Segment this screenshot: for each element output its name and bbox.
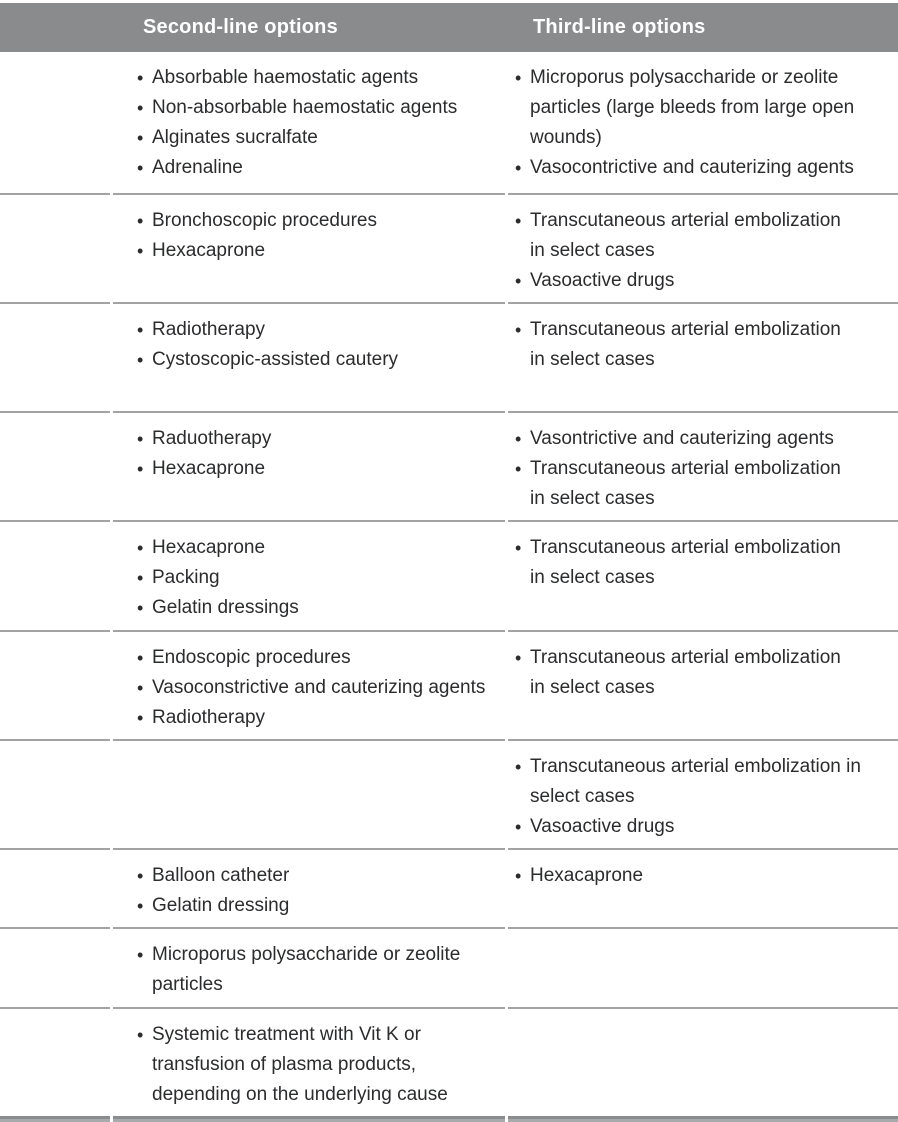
- list-item-text: Vasocontrictive and cauterizing agents: [530, 157, 854, 178]
- bullet-icon: •: [515, 866, 522, 886]
- cell-row-label: [0, 52, 110, 193]
- list-item-text: Vasoconstrictive and cauterizing agents: [152, 677, 486, 698]
- list-item: [113, 93, 505, 123]
- table-header-row: [0, 3, 898, 52]
- list-item: [113, 63, 505, 93]
- cell-second-line-options: [113, 193, 505, 302]
- bullet-icon: •: [515, 320, 522, 340]
- list-item-text: Non-absorbable haemostatic agents: [152, 97, 458, 118]
- list-item-text: Transcutaneous arterial embolization in select cases: [530, 537, 841, 588]
- list-item: [113, 673, 505, 703]
- cell-second-line-options: [113, 52, 505, 193]
- list-item: [508, 266, 898, 296]
- list-item-text: Radiotherapy: [152, 707, 266, 728]
- bullet-icon: •: [137, 98, 144, 118]
- list-item: [113, 424, 505, 454]
- list-item: [113, 123, 505, 153]
- cell-row-label: [0, 927, 110, 1007]
- cell-third-line-options: [508, 411, 898, 520]
- table-row: [0, 739, 898, 848]
- list-item: [508, 153, 898, 183]
- list-item-text: Hexacaprone: [152, 537, 266, 558]
- bullet-icon: •: [515, 757, 522, 777]
- list-item: [113, 345, 505, 375]
- cell-second-line-options: [113, 302, 505, 411]
- cell-row-label: [0, 630, 110, 739]
- list-item-text: Cystoscopic-assisted cautery: [152, 349, 399, 370]
- list-item-text: Gelatin dressings: [152, 597, 299, 618]
- cell-third-line-options: [508, 52, 898, 193]
- list-item: [113, 153, 505, 183]
- list-item-text: Systemic treatment with Vit K or transfusion of plasma products, depending on the underlying cause: [152, 1024, 448, 1105]
- list-item: [508, 812, 898, 842]
- list-item-text: Vasoactive drugs: [530, 816, 675, 837]
- options-list: [508, 752, 898, 842]
- bullet-icon: •: [137, 568, 144, 588]
- bullet-icon: •: [137, 350, 144, 370]
- list-item: [508, 752, 898, 812]
- list-item: [113, 593, 505, 623]
- table-row: [0, 411, 898, 520]
- list-item-text: Balloon catheter: [152, 865, 290, 886]
- cell-third-line-options: [508, 848, 898, 927]
- cell-third-line-options: [508, 630, 898, 739]
- list-item-text: Hexacaprone: [530, 865, 644, 886]
- header-cell-second-line: [110, 16, 502, 39]
- list-item: [113, 1020, 505, 1110]
- bullet-icon: •: [515, 648, 522, 668]
- list-item-text: Transcutaneous arterial embolization in select cases: [530, 756, 861, 807]
- cell-third-line-options: [508, 1007, 898, 1116]
- options-list: [113, 533, 505, 623]
- list-item-text: Endoscopic procedures: [152, 647, 351, 668]
- treatment-options-table: [0, 3, 898, 1122]
- options-list: [113, 643, 505, 733]
- bullet-icon: •: [515, 817, 522, 837]
- cell-second-line-options: [113, 1007, 505, 1116]
- cell-third-line-options: [508, 520, 898, 630]
- bullet-icon: •: [515, 211, 522, 231]
- list-item-text: Packing: [152, 567, 220, 588]
- options-list: [113, 940, 505, 1000]
- list-item-text: Transcutaneous arterial embolization in select cases: [530, 647, 841, 698]
- options-list: [508, 424, 898, 514]
- list-item-text: Vasontrictive and cauterizing agents: [530, 428, 834, 449]
- table-row: [0, 302, 898, 411]
- bullet-icon: •: [137, 158, 144, 178]
- list-item-text: Transcutaneous arterial embolization in select cases: [530, 210, 841, 261]
- list-item-text: Absorbable haemostatic agents: [152, 67, 419, 88]
- table-row: [0, 630, 898, 739]
- cell-row-label: [0, 411, 110, 520]
- list-item-text: Transcutaneous arterial embolization in select cases: [530, 458, 841, 509]
- cell-second-line-options: [113, 848, 505, 927]
- bottom-border-segment: [508, 1116, 898, 1122]
- list-item-text: Microporus polysaccharide or zeolite particles (large bleeds from large open wounds): [530, 67, 855, 148]
- bullet-icon: •: [137, 320, 144, 340]
- bullet-icon: •: [515, 429, 522, 449]
- options-list: [508, 533, 898, 593]
- list-item-text: Vasoactive drugs: [530, 270, 675, 291]
- table-body: [0, 52, 898, 1116]
- list-item-text: Alginates sucralfate: [152, 127, 318, 148]
- options-list: [508, 643, 898, 703]
- cell-second-line-options: [113, 520, 505, 630]
- list-item: [113, 861, 505, 891]
- bullet-icon: •: [137, 708, 144, 728]
- bullet-icon: •: [137, 128, 144, 148]
- cell-row-label: [0, 520, 110, 630]
- table-bottom-border: [0, 1116, 898, 1122]
- bullet-icon: •: [137, 866, 144, 886]
- list-item-text: Adrenaline: [152, 157, 243, 178]
- bullet-icon: •: [137, 648, 144, 668]
- list-item-text: Hexacaprone: [152, 458, 266, 479]
- bottom-border-segment: [113, 1116, 505, 1122]
- table-row: [0, 193, 898, 302]
- bullet-icon: •: [137, 68, 144, 88]
- cell-third-line-options: [508, 739, 898, 848]
- table-row: [0, 520, 898, 630]
- list-item: [113, 454, 505, 484]
- options-list: [113, 63, 505, 183]
- bullet-icon: •: [515, 271, 522, 291]
- bullet-icon: •: [515, 68, 522, 88]
- table-row: [0, 927, 898, 1007]
- cell-row-label: [0, 193, 110, 302]
- options-list: [113, 315, 505, 375]
- list-item: [113, 206, 505, 236]
- bullet-icon: •: [137, 459, 144, 479]
- cell-second-line-options: [113, 739, 505, 848]
- table-row: [0, 848, 898, 927]
- options-list: [113, 861, 505, 921]
- bullet-icon: •: [515, 538, 522, 558]
- list-item: [113, 891, 505, 921]
- bullet-icon: •: [137, 598, 144, 618]
- list-item-text: Radiotherapy: [152, 319, 266, 340]
- bullet-icon: •: [137, 896, 144, 916]
- list-item: [113, 703, 505, 733]
- table-row: [0, 1007, 898, 1116]
- list-item-text: Microporus polysaccharide or zeolite particles: [152, 944, 461, 995]
- list-item: [508, 861, 898, 891]
- options-list: [508, 206, 898, 296]
- cell-third-line-options: [508, 927, 898, 1007]
- options-list: [508, 63, 898, 183]
- bullet-icon: •: [137, 211, 144, 231]
- cell-row-label: [0, 739, 110, 848]
- bullet-icon: •: [137, 945, 144, 965]
- cell-row-label: [0, 1007, 110, 1116]
- list-item: [113, 563, 505, 593]
- list-item: [508, 424, 898, 454]
- bullet-icon: •: [137, 538, 144, 558]
- bullet-icon: •: [137, 678, 144, 698]
- cell-second-line-options: [113, 411, 505, 520]
- options-list: [113, 1020, 505, 1110]
- list-item: [113, 315, 505, 345]
- cell-third-line-options: [508, 193, 898, 302]
- list-item: [508, 315, 898, 375]
- list-item: [113, 940, 505, 1000]
- cell-third-line-options: [508, 302, 898, 411]
- list-item: [113, 643, 505, 673]
- header-cell-third-line: [502, 16, 898, 39]
- options-list: [508, 861, 898, 891]
- bullet-icon: •: [137, 241, 144, 261]
- list-item-text: Gelatin dressing: [152, 895, 290, 916]
- cell-second-line-options: [113, 630, 505, 739]
- list-item-text: Transcutaneous arterial embolization in select cases: [530, 319, 841, 370]
- cell-row-label: [0, 848, 110, 927]
- options-list: [508, 315, 898, 375]
- header-label-second-line: Second-line options: [143, 16, 338, 38]
- options-list: [113, 424, 505, 484]
- cell-row-label: [0, 302, 110, 411]
- bottom-border-segment: [0, 1116, 110, 1122]
- list-item: [508, 454, 898, 514]
- list-item: [508, 206, 898, 266]
- bullet-icon: •: [515, 459, 522, 479]
- options-list: [113, 206, 505, 266]
- list-item-text: Raduotherapy: [152, 428, 272, 449]
- bullet-icon: •: [515, 158, 522, 178]
- table-row: [0, 52, 898, 193]
- bullet-icon: •: [137, 1025, 144, 1045]
- list-item: [508, 643, 898, 703]
- bullet-icon: •: [137, 429, 144, 449]
- cell-second-line-options: [113, 927, 505, 1007]
- list-item: [113, 533, 505, 563]
- header-label-third-line: Third-line options: [533, 16, 706, 38]
- list-item: [508, 63, 898, 153]
- list-item-text: Hexacaprone: [152, 240, 266, 261]
- list-item-text: Bronchoscopic procedures: [152, 210, 377, 231]
- list-item: [508, 533, 898, 593]
- list-item: [113, 236, 505, 266]
